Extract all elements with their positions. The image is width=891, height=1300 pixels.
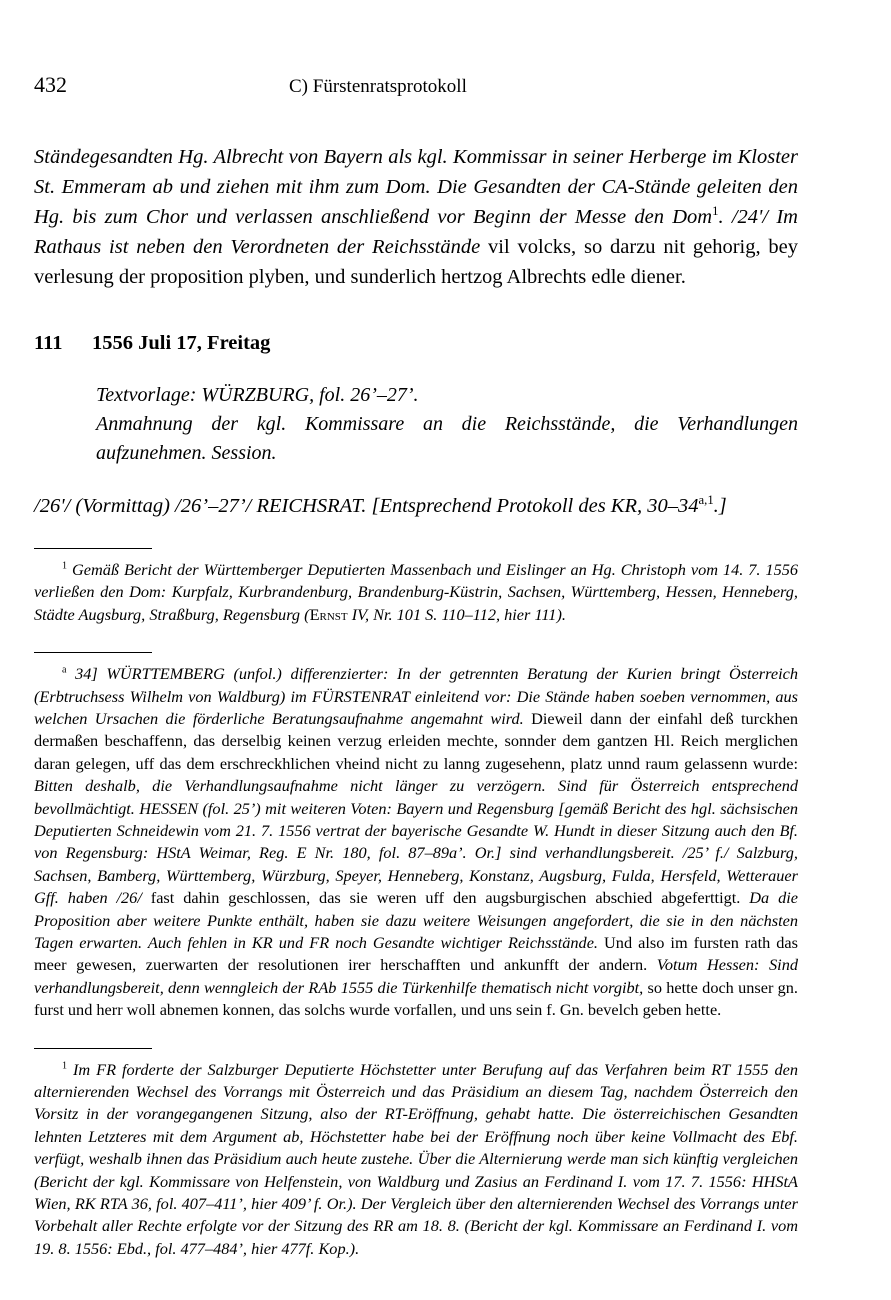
running-head xyxy=(34,72,798,98)
session-lead-line xyxy=(34,492,798,522)
footnote-ref-1: 1 xyxy=(712,204,719,219)
page-content xyxy=(34,72,798,1260)
section-summary: Anmahnung der kgl. Kommissare an die Reichsstände, die Verhandlungen aufzunehmen. Session. xyxy=(96,413,798,465)
footnote-a-italic-2: Bitten deshalb, die Verhandlungsaufnahme nicht länger zu verzögern. Sind für Österreich entsprechend bevollmächtigt. HESSEN (fol. 25’) mit weiteren Voten: Bayern und Regensburg [gemäß Bericht des hgl. sächsischen Deputierten Schneidewin vom 21. 7. 1556 vertrat der bayerische Gesandte W. Hundt in dieser Sitzung auch den Bf. von Regensburg: HStA Weimar, Reg. E Nr. 180, fol. 87–89a’. Or.] sind verhandlungsbereit. /25’ f./ Salzburg, Sachsen, Bamberg, Württemberg, Würzburg, Speyer, Henneberg, Konstanz, Augsburg, Fulda, Hersfeld, Wetterauer Gff. haben /26/ xyxy=(34,776,798,908)
footnote-1-smallcaps: Ernst xyxy=(309,604,348,624)
footnote-a-italic-4: Votum Hessen: Sind verhandlungsbereit, denn wenngleich der RAb 1555 die Türkenhilfe thematisch nicht vorgibt, xyxy=(34,955,798,997)
section-number: 111 xyxy=(34,332,63,355)
section-source-block xyxy=(96,381,798,468)
footnote-a xyxy=(34,663,798,1022)
footnote-separator-2 xyxy=(34,652,152,653)
footnote-separator-3 xyxy=(34,1048,152,1049)
footnote-separator-1 xyxy=(34,548,152,549)
footnote-2-marker: 1 xyxy=(62,1060,68,1072)
textvorlage-line: Textvorlage: WÜRZBURG, fol. 26’–27’. xyxy=(96,384,419,407)
footnote-a-roman-3: Und also im fursten rath das meer gewesen, zuerwarten der resolutionen irer herschafften und ankunfft der andern. xyxy=(34,932,798,975)
footnote-a-roman-2: fast dahin geschlossen, das sie weren uff den augsburgischen abschied abgeferttigt. xyxy=(141,888,741,908)
footnote-a-italic-3: Da die Proposition aber weitere Punkte enthält, haben sie dazu weitere Weisungen angefordert, die sie in den nächsten Tagen erwarten. Auch fehlen in KR und FR noch Gesandte wichtiger Reichsstände. xyxy=(34,888,798,952)
section-title: 1556 Juli 17, Freitag xyxy=(92,332,271,355)
lead-italic-b: .] xyxy=(713,495,727,518)
footnote-1-text: Gemäß Bericht der Württemberger Deputierten Massenbach und Eislinger an Hg. Christoph vom 14. 7. 1556 verließen den Dom: Kurpfalz, Kurbrandenburg, Brandenburg-Küstrin, Sachsen, Württemberg, Hessen, Henneberg, Städte Augsburg, Straßburg, Regensburg ( xyxy=(34,559,798,624)
footnote-2-text: Im FR forderte der Salzburger Deputierte Höchstetter unter Berufung auf das Verfahren beim RT 1555 den alternierenden Wechsel des Vorrangs mit Österreich und das Präsidium an diesem Tag, nachdem Österreich den Vorsitz in der vorangegangenen Sitzung, also der RT-Eröffnung, gehabt hatte. Die österreichischen Gesandten lehnten Letzteres mit dem Argument ab, Höchstetter habe bei der Eröffnung noch über keine Vollmacht des Ebf. verfügt, weshalb ihnen das Präsidium auch heute zustehe. Über die Alternierung werde man sich künftig vergleichen (Bericht der kgl. Kommissare von Helfenstein, von Waldburg und Zasius an Ferdinand I. vom 17. 7. 1556: HHStA Wien, RK RTA 36, fol. 407–411’, hier 409’ f. Or.). Der Vergleich über den alternierenden Wechsel des Vorrangs unter Vorbehalt aller Rechte erfolgte vor der Sitzung des RR am 18. 8. (Bericht der kgl. Kommissare an Ferdinand I. vom 19. 8. 1556: Ebd., fol. 477–484’, hier 477f. Kop.). xyxy=(34,1059,798,1258)
footnote-1 xyxy=(34,559,798,626)
paragraph-italic-part-b: . /24'/ Im Rathaus ist neben den Verordneten der Reichsstände xyxy=(34,206,798,259)
footnote-a-marker: a xyxy=(62,664,67,676)
footnote-1-text-after: IV, Nr. 101 S. 110–112, hier 111). xyxy=(347,604,566,624)
footnote-a-roman-4: so hette doch unser gn. furst und herr woll abnemen konnen, das solchs wurde vorfallen, und uns sein f. Gn. bevelch geben hette. xyxy=(34,977,798,1020)
lead-footnote-ref: a,1 xyxy=(698,493,714,508)
running-head-title: C) Fürstenratsprotokoll xyxy=(289,76,467,97)
paragraph-italic-part-a: Ständegesandten Hg. Albrecht von Bayern als kgl. Kommissar in seiner Herberge im Kloster St. Emmeram ab und ziehen mit ihm zum Dom. Die Gesandten der CA-Stände geleiten den Hg. bis zum Chor und verlassen anschließend vor Beginn der Messe den Dom xyxy=(34,146,798,229)
footnote-2 xyxy=(34,1059,798,1261)
section-heading xyxy=(34,332,798,355)
footnote-1-marker: 1 xyxy=(62,560,68,572)
paragraph-roman-part: vil volcks, so darzu nit gehorig, bey verlesung der proposition plyben, und sunderlich hertzog Albrechts edle diener. xyxy=(34,236,799,289)
paragraph-continuation xyxy=(34,142,798,292)
lead-italic-a: /26'/ (Vormittag) /26’–27’/ REICHSRAT. [Entsprechend Protokoll des KR, 30–34 xyxy=(34,495,699,518)
footnote-a-italic-1: 34] WÜRTTEMBERG (unfol.) differenzierter: In der getrennten Beratung der Kurien bringt Österreich (Erbtruchsess Wilhelm von Waldburg) im FÜRSTENRAT einleitend vor: Die Stände haben soeben vernommen, aus welchen Ursachen die förderliche Beratungsaufnahme angemahnt wird. xyxy=(34,664,798,728)
page-number: 432 xyxy=(34,72,67,97)
footnote-a-roman-1: Dieweil dann der einfahl deß turckhen dermaßen beschaffenn, das derselbig keinen verzug erleiden mechte, sonnder dem gantzen Hl. Reich merglichen daran gelegen, uff das dem erschreckhlichen vheind nicht zu lanng zugesehenn, platz unnd raum gelassenn wurde: xyxy=(34,708,798,773)
